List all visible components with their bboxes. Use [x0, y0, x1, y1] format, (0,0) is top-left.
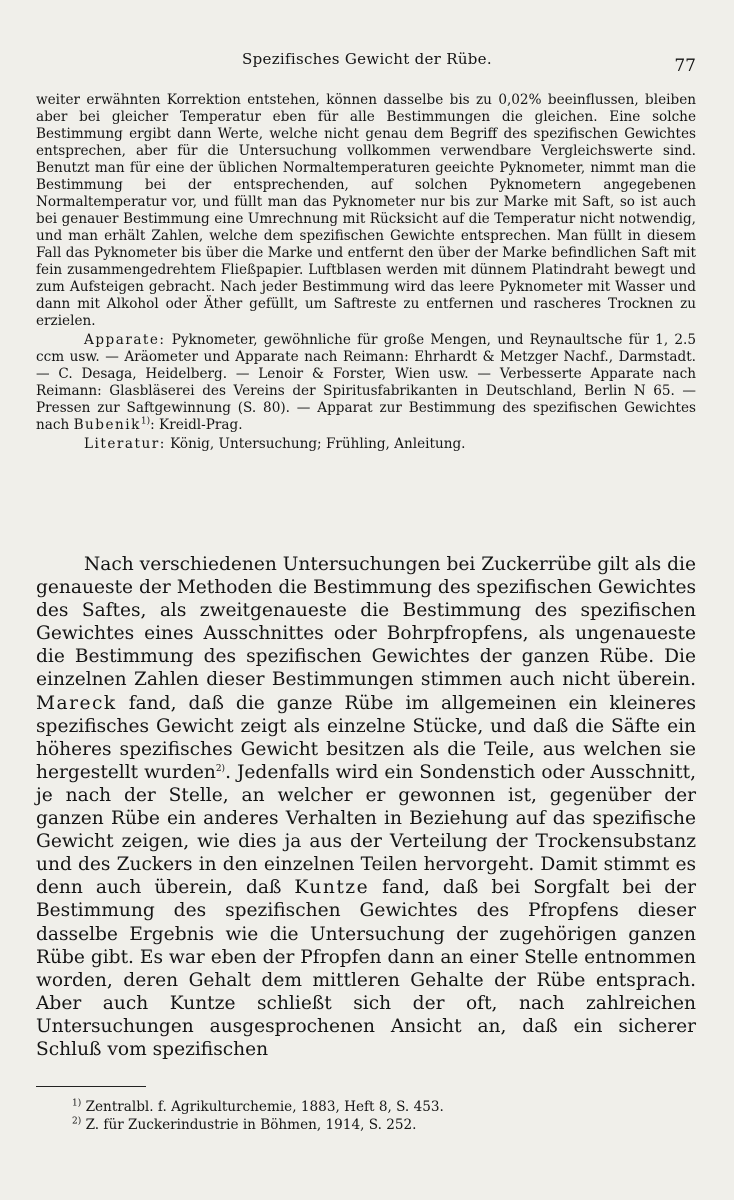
- footnote-mark: 1): [72, 1098, 82, 1109]
- footnote-text: Z. für Zuckerindustrie in Böhmen, 1914, S. 252.: [81, 1117, 417, 1133]
- apparate-label: Apparate:: [84, 332, 166, 348]
- footnote-ref-2: 2): [215, 763, 226, 774]
- author-kuntze: Kuntze: [294, 877, 370, 899]
- main-text-2: fand, daß die ganze Rübe im allgemeinen ein kleineres spezifisches Gewicht zeigt als einzelne Stücke, und daß die Säfte ein höheres spezifisches Gewicht besitzen als die Teile, aus welchen sie hergestellt wurden: [36, 692, 696, 783]
- literatur-label: Literatur:: [84, 436, 166, 452]
- main-text-3: . Jedenfalls wird ein Sondenstich oder Ausschnitt, je nach der Stelle, an welcher er gewonnen ist, gegenüber der ganzen Rübe ein anderes Verhalten in Beziehung auf das spezifische Gewicht zeigen, wie dies ja aus der Verteilung der Trockensubstanz und des Zuckers in den einzelnen Teilen hervorgeht. Damit stimmt es denn auch überein, daß: [36, 761, 696, 899]
- main-text-1: Nach verschiedenen Untersuchungen bei Zuckerrübe gilt als die genaueste der Methoden die Bestimmung des spezifischen Gewichtes des Saftes, als zweitgenaueste die Bestimmung des spezifischen Gewichtes eines Ausschnittes oder Bohrpfropfens, als ungenaueste die Bestimmung des spezifischen Gewichtes der ganzen Rübe. Die einzelnen Zahlen dieser Bestimmungen stimmen auch nicht überein.: [36, 554, 696, 691]
- paragraph-main: [36, 553, 696, 1061]
- footnote-ref-1: 1): [140, 416, 151, 427]
- footnote-mark: 2): [72, 1116, 82, 1127]
- running-head: [0, 50, 734, 78]
- footnote: [72, 1098, 692, 1116]
- small-print-section: [36, 92, 696, 453]
- main-text-4: fand, daß bei Sorgfalt bei der Bestimmung des spezifischen Gewichtes des Pfropfens dieser dasselbe Ergebnis wie die Untersuchung der zugehörigen ganzen Rübe gibt. Es war eben der Pfropfen dann an einer Stelle entnommen worden, deren Gehalt dem mittleren Gehalte der Rübe entsprach. Aber auch Kuntze schließt sich der oft, nach zahlreichen Untersuchungen ausgesprochenen Ansicht an, daß ein sicherer Schluß vom spezifischen: [36, 877, 696, 1060]
- main-text-section: [36, 553, 696, 1061]
- apparate-name: Bubenik: [73, 417, 141, 433]
- running-title: Spezifisches Gewicht der Rübe.: [242, 50, 492, 68]
- paragraph-apparate: [36, 332, 696, 434]
- literatur-text: König, Untersuchung; Frühling, Anleitung.: [165, 436, 466, 452]
- page-number: 77: [674, 56, 696, 76]
- paragraph-pyknometer: weiter erwähnten Korrektion entstehen, können dasselbe bis zu 0,02% beeinflussen, bleiben aber bei gleicher Temperatur eben für alle Bestimmungen die gleichen. Eine solche Bestimmung ergibt dann Werte, welche nicht genau dem Begriff des spezifischen Gewichtes entsprechen, aber für die Untersuchung vollkommen verwendbare Vergleichswerte sind. Benutzt man für eine der üblichen Normaltemperaturen geeichte Pyknometer, nimmt man die Bestimmung bei der entsprechenden, auf solchen Pyknometern angegebenen Normaltemperatur vor, und füllt man das Pyknometer nur bis zur Marke mit Saft, so ist auch bei genauer Bestimmung eine Umrechnung mit Rücksicht auf die Temperatur nicht notwendig, und man erhält Zahlen, welche dem spezifischen Gewichte entsprechen. Man füllt in diesem Fall das Pyknometer bis über die Marke und entfernt den über der Marke befindlichen Saft mit fein zusammengedrehtem Fließpapier. Luftblasen werden mit dünnem Platindraht bewegt und zum Aufsteigen gebracht. Nach jeder Bestimmung wird das leere Pyknometer mit Wasser und dann mit Alkohol oder Äther gefüllt, um Saftreste zu entfernen und rascheres Trocknen zu erzielen.: [36, 92, 696, 329]
- apparate-end: : Kreidl-Prag.: [150, 417, 243, 433]
- paragraph-literatur: [36, 436, 696, 453]
- footnote-text: Zentralbl. f. Agrikulturchemie, 1883, Heft 8, S. 453.: [81, 1099, 444, 1115]
- footnote-divider: [36, 1086, 146, 1087]
- apparate-text: Pyknometer, gewöhnliche für große Mengen, und Reynaultsche für 1, 2.5 ccm usw. — Aräometer und Apparate nach Reimann: Ehrhardt & Metzger Nachf., Darmstadt. — C. Desaga, Heidelberg. — Lenoir & Forster, Wien usw. — Verbesserte Apparate nach Reimann: Glasbläserei des Vereins der Spiritusfabrikanten in Deutschland, Berlin N 65. — Pressen zur Saftgewinnung (S. 80). — Apparat zur Bestimmung des spezifischen Gewichtes nach: [36, 332, 696, 433]
- footnotes: [72, 1098, 692, 1134]
- author-mareck: Mareck: [36, 692, 117, 714]
- footnote: [72, 1116, 692, 1134]
